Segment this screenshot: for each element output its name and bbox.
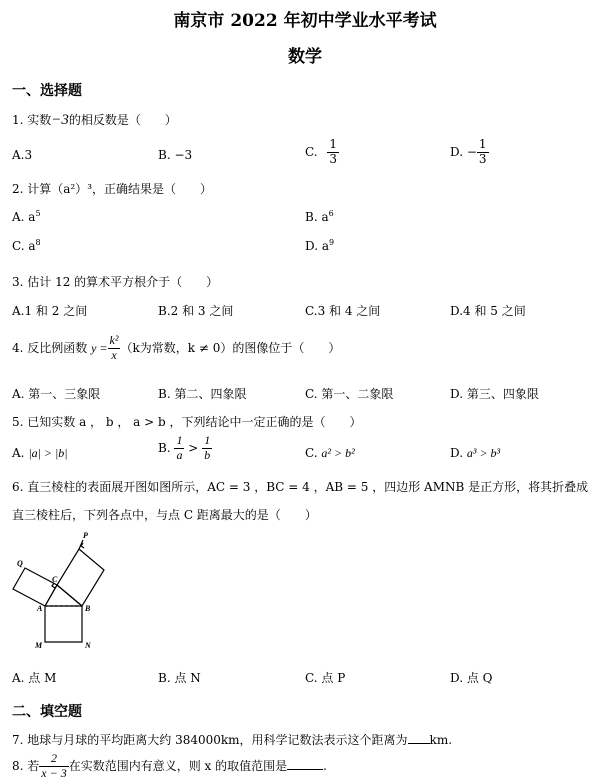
q5-b-fraction-1 [174,434,184,463]
q1-d-numerator: 1 [478,137,487,151]
q1-stem-a: 1. 实数 [12,113,52,127]
q1-c-denominator: 3 [329,151,338,166]
q5-b-op: > [188,440,199,455]
q1-c-numerator: 1 [329,137,338,151]
q8-stem-a: 8. 若 [12,758,40,773]
q1-option-a[interactable]: A.3 [12,148,33,162]
q2-b-text: B. a [305,210,329,224]
q5-option-c[interactable] [305,446,355,461]
q8-stem-b: 在实数范围内有意义，则 x 的取值范围是 [68,758,288,773]
q1-option-c[interactable] [305,138,339,167]
q5-b-num1: 1 [176,433,183,447]
q1-stem-value: −3 [51,112,69,128]
q2-option-b[interactable] [305,209,334,224]
q5-b-den1: a [176,447,183,462]
q2-c-text: C. a [12,239,36,253]
q5-d-math: a³ > b³ [466,446,501,460]
q5-option-d[interactable] [450,446,500,461]
q8-stem-c: . [323,758,327,773]
q1-option-d-prefix: D. − [450,144,477,159]
label-a: A [37,604,43,613]
q3-option-c[interactable]: C.3 和 4 之间 [305,304,381,318]
q5-b-den2: b [204,447,211,462]
q1-option-d[interactable] [450,138,489,167]
q1-stem-b: 的相反数是（ ） [68,113,177,127]
q7-answer-blank[interactable] [408,743,430,744]
q2-d-exp: 9 [328,238,335,247]
label-n: N [85,641,91,650]
q1-option-d-fraction [477,138,489,167]
q1-option-c-fraction [327,138,339,167]
q5-b-num2: 1 [204,433,211,447]
question-3-stem: 3. 估计 12 的算术平方根介于（ ） [12,275,219,289]
q7-stem-a: 7. 地球与月球的平均距离大约 384000km，用科学记数法表示这个距离为 [12,733,408,747]
q4-func-denominator: x [111,347,117,362]
q8-fraction [39,752,68,781]
q4-func-lhs: y = [91,340,108,355]
q8-frac-numerator: 2 [39,752,68,767]
q5-c-prefix: C. [305,446,318,460]
question-1-stem [12,111,177,129]
label-b: B [85,604,91,613]
section-fill-heading: 二、填空题 [12,704,82,720]
q4-option-a[interactable]: A. 第一、三象限 [12,387,101,401]
question-4-stem [12,334,340,363]
q3-option-d[interactable]: D.4 和 5 之间 [450,304,526,318]
q2-d-text: D. a [305,239,329,253]
prism-net-figure [10,528,120,658]
exam-title: 南京市 2022 年初中学业水平考试 [173,11,437,31]
subject-title: 数学 [288,47,322,67]
q4-option-d[interactable]: D. 第三、四象限 [450,387,539,401]
q1-option-c-prefix: C. [305,144,318,159]
label-q: Q [17,559,23,568]
q2-c-exp: 8 [35,238,41,247]
question-8-stem [12,752,327,781]
question-7-stem [12,731,452,748]
q5-a-math: |a| > |b| [28,446,68,460]
q2-a-text: A. a [12,210,36,224]
label-p: P [83,531,88,540]
section-choice-heading: 一、选择题 [12,83,82,99]
q4-stem-b: （k为常数，k ≠ 0）的图像位于（ ） [120,340,341,355]
question-2-stem: 2. 计算（a²）³，正确结果是（ ） [12,182,213,196]
q8-answer-blank[interactable] [287,769,323,770]
q2-option-d[interactable] [305,238,334,253]
q2-option-c[interactable] [12,238,41,253]
q7-stem-b: km. [429,733,453,747]
q3-option-b[interactable]: B.2 和 3 之间 [158,304,234,318]
q1-d-denominator: 3 [478,151,487,166]
q6-option-c[interactable]: C. 点 P [305,671,346,685]
q6-option-a[interactable]: A. 点 M [12,671,57,685]
label-m: M [35,641,43,650]
question-6-stem-line1: 6. 直三棱柱的表面展开图如图所示，AC = 3 ，BC = 4 ，AB = 5 ，四边形 AMNB 是正方形，将其折叠成 [12,480,589,494]
q5-a-prefix: A. [12,446,25,460]
q4-option-b[interactable]: B. 第二、四象限 [158,387,247,401]
q2-option-a[interactable] [12,209,41,224]
q6-option-d[interactable]: D. 点 Q [450,671,493,685]
q8-frac-denominator: x − 3 [41,765,67,780]
q4-func-numerator: k² [109,333,119,347]
question-5-stem: 5. 已知实数 a ， b ， a > b ，下列结论中一定正确的是（ ） [12,415,362,429]
q5-c-math: a² > b² [321,446,355,460]
q4-stem-a: 4. 反比例函数 [12,340,88,355]
q5-option-b[interactable] [158,434,212,463]
face-cb [57,549,104,606]
q3-option-a[interactable]: A.1 和 2 之间 [12,304,88,318]
q5-b-fraction-2 [202,434,212,463]
q5-d-prefix: D. [450,446,464,460]
face-ac [13,568,57,606]
label-c: C [52,575,58,584]
q1-option-b[interactable]: B. −3 [158,148,193,162]
q2-b-exp: 6 [328,209,334,218]
square-amnb [45,606,82,642]
q5-b-prefix: B. [158,440,171,455]
q6-option-b[interactable]: B. 点 N [158,671,201,685]
q2-a-exp: 5 [35,209,41,218]
q5-option-a[interactable] [12,446,68,461]
question-6-stem-line2: 直三棱柱后，下列各点中，与点 C 距离最大的是（ ） [12,508,317,522]
q4-func-fraction [108,334,121,363]
q4-option-c[interactable]: C. 第一、二象限 [305,387,394,401]
